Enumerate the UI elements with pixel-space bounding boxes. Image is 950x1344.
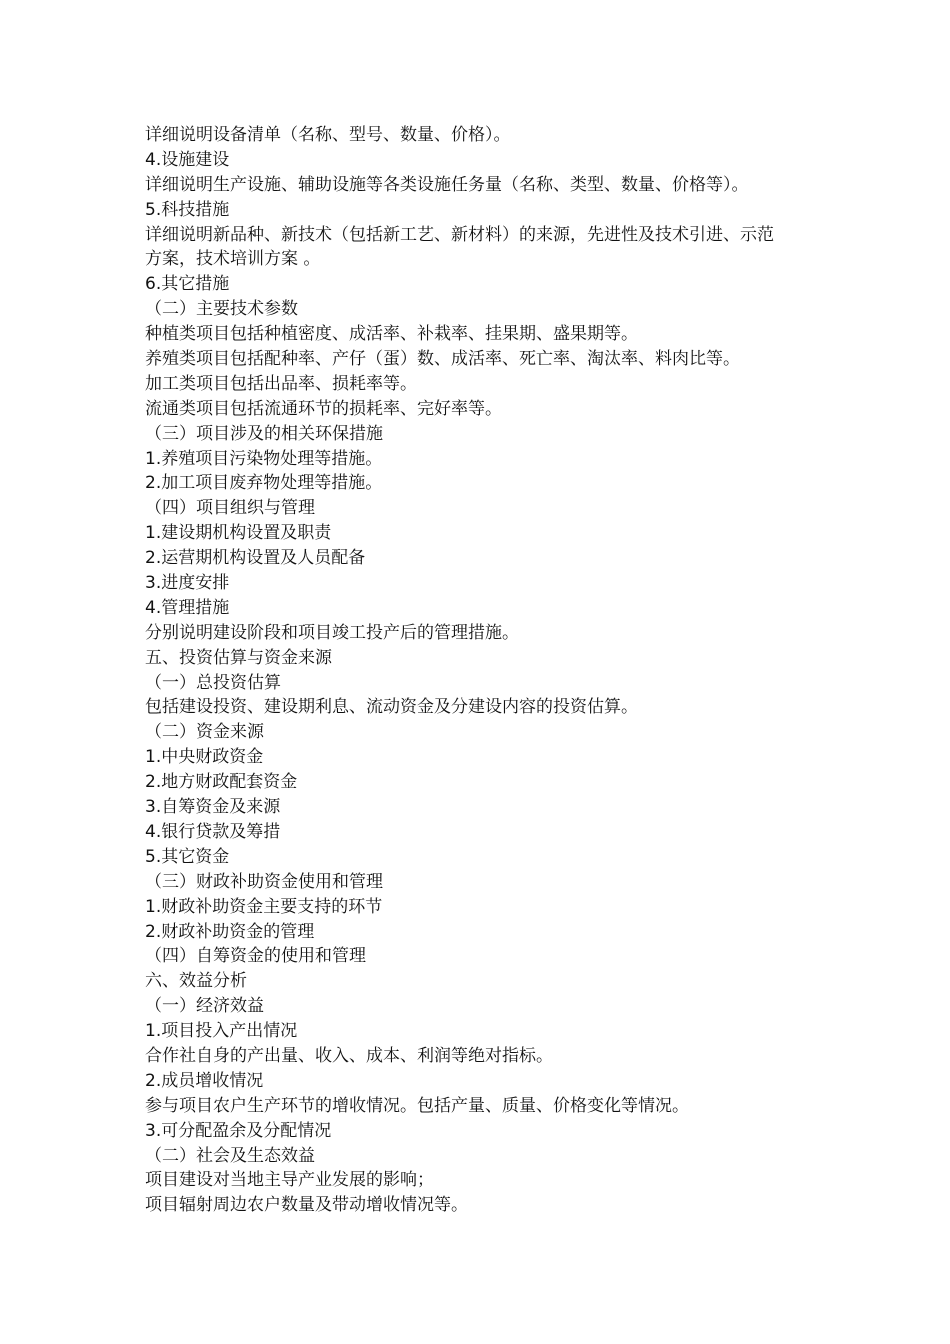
text-line: 项目建设对当地主导产业发展的影响； <box>145 1170 434 1191</box>
text-line: 种植类项目包括种植密度、成活率、补栽率、挂果期、盛果期等。 <box>145 324 638 345</box>
text-line: 六、效益分析 <box>145 971 247 992</box>
text-line: 详细说明生产设施、辅助设施等各类设施任务量（名称、类型、数量、价格等）。 <box>145 174 749 195</box>
text-line: （一）经济效益 <box>145 996 264 1017</box>
text-line: 3.可分配盈余及分配情况 <box>145 1120 332 1141</box>
text-line: 3.进度安排 <box>145 573 230 594</box>
text-line: （四）项目组织与管理 <box>145 498 315 519</box>
text-line: 6.其它措施 <box>145 274 230 295</box>
text-line: 3.自筹资金及来源 <box>145 797 281 818</box>
text-line: 详细说明设备清单（名称、型号、数量、价格）。 <box>145 125 511 145</box>
text-line: 2.加工项目废弃物处理等措施。 <box>145 473 383 494</box>
text-line: 参与项目农户生产环节的增收情况。包括产量、质量、价格变化等情况。 <box>145 1095 689 1116</box>
text-line: （二）资金来源 <box>145 722 264 743</box>
text-line: 1.中央财政资金 <box>145 747 264 768</box>
text-line: 包括建设投资、建设期利息、流动资金及分建设内容的投资估算。 <box>145 697 638 718</box>
text-line: 4.设施建设 <box>145 149 230 170</box>
text-line: （一）总投资估算 <box>145 672 281 693</box>
text-line: 1.项目投入产出情况 <box>145 1021 298 1042</box>
text-line: 5.其它资金 <box>145 846 230 867</box>
text-line: 2.地方财政配套资金 <box>145 772 298 793</box>
text-line: 2.成员增收情况 <box>145 1070 264 1091</box>
text-line: 流通类项目包括流通环节的损耗率、完好率等。 <box>145 398 502 419</box>
text-line: 详细说明新品种、新技术（包括新工艺、新材料）的来源，先进性及技术引进、示范 <box>145 224 774 245</box>
text-line: 2.财政补助资金的管理 <box>145 921 315 942</box>
text-line: 2.运营期机构设置及人员配备 <box>145 548 366 569</box>
text-line: 方案，技术培训方案 。 <box>145 249 321 270</box>
text-line: 1.建设期机构设置及职责 <box>145 523 332 544</box>
text-line: 1.财政补助资金主要支持的环节 <box>145 896 383 917</box>
text-line: 五、投资估算与资金来源 <box>145 647 332 668</box>
text-line: 分别说明建设阶段和项目竣工投产后的管理措施。 <box>145 622 519 643</box>
text-line: 4.管理措施 <box>145 597 230 618</box>
text-line: （二）社会及生态效益 <box>145 1145 315 1166</box>
text-line: 4.银行贷款及筹措 <box>145 821 281 842</box>
text-line: （三）项目涉及的相关环保措施 <box>145 423 383 444</box>
text-line: 1.养殖项目污染物处理等措施。 <box>145 448 383 469</box>
text-line: （三）财政补助资金使用和管理 <box>145 871 383 892</box>
text-line: （二）主要技术参数 <box>145 299 298 320</box>
text-line: 5.科技措施 <box>145 199 230 220</box>
text-line: 养殖类项目包括配种率、产仔（蛋）数、成活率、死亡率、淘汰率、料肉比等。 <box>145 349 740 370</box>
text-line: （四）自筹资金的使用和管理 <box>145 946 366 967</box>
text-line: 合作社自身的产出量、收入、成本、利润等绝对指标。 <box>145 1045 553 1066</box>
text-line: 加工类项目包括出品率、损耗率等。 <box>145 373 417 394</box>
text-line: 项目辐射周边农户数量及带动增收情况等。 <box>145 1195 468 1216</box>
document-page <box>145 123 825 1218</box>
